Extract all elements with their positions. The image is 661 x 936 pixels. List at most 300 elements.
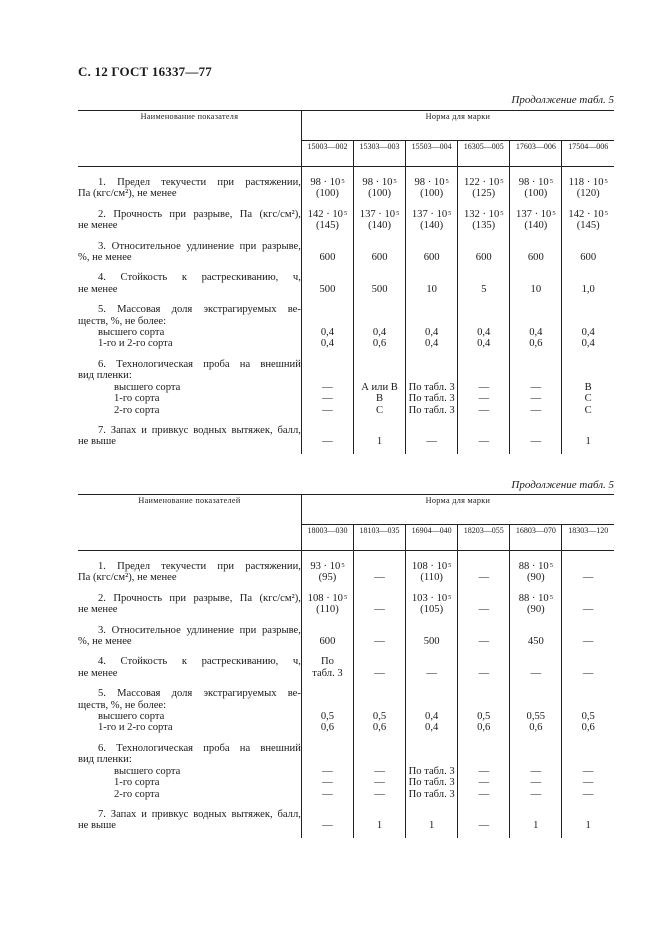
indicator-name	[78, 561, 301, 584]
value-line	[406, 688, 457, 699]
value-cell	[406, 625, 458, 648]
grade-header: 15503—004	[406, 141, 458, 167]
value-line: —	[478, 404, 490, 416]
value-line: 0,6	[477, 722, 491, 734]
value-cell	[354, 177, 406, 200]
value-line: —	[530, 436, 542, 448]
value-line	[406, 316, 457, 327]
value-line: —	[478, 788, 490, 800]
value-cell	[406, 359, 458, 416]
value-cell	[301, 425, 353, 448]
value-line: 10	[426, 283, 437, 295]
value-line	[562, 316, 614, 327]
value-line: 0,4	[581, 338, 595, 350]
value-line: 600	[319, 636, 336, 648]
value-line: $118 \cdot 10^5$	[568, 177, 608, 188]
table-row	[78, 561, 614, 584]
value-cell	[562, 561, 614, 584]
value-line	[458, 370, 509, 381]
value-line	[458, 593, 509, 604]
value-line: 450	[527, 636, 544, 648]
indicator-line: вид пленки:	[78, 370, 132, 382]
value-line: 0,5	[581, 711, 595, 723]
indicator-name	[78, 656, 301, 679]
value-line	[302, 241, 353, 252]
value-cell	[562, 743, 614, 800]
value-cell	[510, 809, 562, 832]
value-line: —	[478, 572, 490, 584]
value-line: —	[478, 667, 490, 679]
value-cell	[510, 304, 562, 350]
value-line	[406, 272, 457, 283]
indicator-name	[78, 425, 301, 448]
value-line: —	[530, 765, 542, 777]
value-line	[510, 272, 561, 283]
value-line: $98 \cdot 10^5$	[518, 177, 553, 188]
value-line	[302, 809, 353, 820]
table-row	[78, 425, 614, 448]
indicator-line: 1-го сорта	[114, 393, 160, 405]
value-cell	[458, 304, 510, 350]
value-line: $142 \cdot 10^5$	[307, 208, 348, 220]
value-line: 600	[527, 252, 544, 264]
value-cell	[562, 593, 614, 616]
value-cell	[562, 209, 614, 232]
value-line: 0,4	[320, 338, 335, 350]
value-line	[354, 700, 405, 711]
value-line: 600	[371, 252, 388, 264]
indicator-line: 3. Относительное удлинение при разрыве,	[98, 240, 301, 252]
column-header-norm: Норма для марки	[301, 495, 614, 525]
value-line: 1	[585, 820, 591, 832]
value-line: 0,4	[372, 327, 387, 339]
value-cell	[510, 688, 562, 734]
value-line	[302, 370, 353, 381]
value-line	[406, 754, 457, 765]
indicator-line: ществ, %, не более:	[78, 699, 167, 711]
value-line	[354, 425, 405, 436]
value-line	[354, 316, 405, 327]
value-line: —	[374, 572, 385, 584]
value-line: (95)	[318, 572, 337, 584]
indicator-name	[78, 688, 301, 734]
value-line: 10	[530, 283, 542, 295]
value-cell	[406, 272, 458, 295]
value-line: (120)	[576, 188, 600, 200]
value-line: —	[582, 572, 594, 584]
value-line	[354, 561, 405, 572]
value-cell	[406, 241, 458, 264]
value-line: С	[584, 404, 592, 416]
indicator-name	[78, 809, 301, 832]
value-cell	[510, 272, 562, 295]
value-line: 1	[376, 436, 383, 448]
value-line: —	[582, 777, 594, 789]
value-line: По табл. 3	[408, 404, 455, 416]
value-cell	[354, 561, 406, 584]
value-line: —	[374, 636, 385, 648]
indicator-line: не выше	[78, 436, 116, 448]
value-line: —	[478, 636, 490, 648]
value-line	[406, 743, 457, 754]
value-line: 1	[533, 820, 539, 832]
column-header-norm: Норма для марки	[301, 111, 614, 141]
value-cell	[510, 743, 562, 800]
value-line	[510, 809, 561, 820]
value-line	[562, 593, 614, 604]
value-line: 0,4	[425, 338, 439, 350]
indicator-line: %, не менее	[78, 636, 132, 648]
value-cell	[354, 593, 406, 616]
value-line: $88 \cdot 10^5$	[518, 561, 553, 572]
value-cell	[406, 593, 458, 616]
value-cell	[354, 272, 406, 295]
indicator-line: 4. Стойкость к растрескиванию, ч,	[98, 272, 301, 284]
indicator-line: высшего сорта	[114, 381, 181, 393]
value-line	[354, 359, 405, 370]
value-cell	[301, 177, 353, 200]
value-line: 0,4	[425, 711, 439, 723]
value-line: —	[530, 381, 542, 393]
value-line: 1	[585, 436, 591, 448]
value-line	[458, 656, 509, 667]
value-cell	[458, 177, 510, 200]
table-row	[78, 656, 614, 679]
value-line: —	[478, 820, 490, 832]
value-cell	[301, 743, 353, 800]
value-line	[458, 359, 509, 370]
value-line: —	[530, 393, 542, 405]
value-line	[562, 304, 614, 315]
value-line: 1	[376, 820, 383, 832]
value-line	[458, 304, 509, 315]
grade-header: 15003—002	[301, 141, 353, 167]
indicator-line: 2-го сорта	[114, 404, 160, 416]
value-line	[302, 743, 353, 754]
indicator-name	[78, 593, 301, 616]
value-cell	[510, 561, 562, 584]
value-line: 0,55	[526, 711, 546, 723]
indicator-line: 2. Прочность при разрыве, Па (кгс/см²),	[98, 208, 301, 220]
indicator-line: 1-го и 2-го сорта	[98, 338, 173, 350]
value-cell	[301, 688, 353, 734]
value-line: $137 \cdot 10^5$	[516, 208, 556, 220]
value-line: $132 \cdot 10^5$	[463, 208, 504, 220]
value-line	[458, 561, 509, 572]
value-cell	[458, 209, 510, 232]
value-line	[458, 809, 509, 820]
value-line	[458, 743, 509, 754]
indicator-line: 2. Прочность при разрыве, Па (кгс/см²),	[98, 592, 301, 604]
value-line	[562, 625, 614, 636]
value-line	[302, 754, 353, 765]
value-line: (140)	[420, 220, 444, 232]
value-line	[458, 316, 509, 327]
indicator-name	[78, 272, 301, 295]
indicator-line: 5. Массовая доля экстрагируемых ве-	[98, 304, 301, 316]
value-line	[458, 425, 509, 436]
value-line: $88 \cdot 10^5$	[518, 592, 553, 604]
value-line: —	[374, 667, 385, 679]
value-cell	[301, 241, 353, 264]
value-line	[510, 425, 561, 436]
value-line: А или В	[361, 381, 398, 393]
value-line	[562, 370, 614, 381]
value-line	[458, 272, 509, 283]
value-cell	[562, 241, 614, 264]
value-line	[510, 743, 561, 754]
value-line: —	[478, 777, 490, 789]
value-line	[562, 754, 614, 765]
indicator-line: не выше	[78, 820, 116, 832]
value-line	[406, 656, 457, 667]
value-line: С	[584, 393, 592, 405]
value-line	[562, 809, 614, 820]
value-cell	[354, 688, 406, 734]
column-header-indicator: Наименование показателя	[78, 111, 301, 167]
value-line	[406, 625, 457, 636]
value-line	[406, 370, 457, 381]
value-line: —	[374, 765, 385, 777]
value-line	[510, 370, 561, 381]
value-cell	[458, 809, 510, 832]
value-line: —	[322, 404, 333, 416]
value-line	[354, 754, 405, 765]
table-row	[78, 688, 614, 734]
indicator-line: высшего сорта	[98, 711, 165, 723]
value-line: (90)	[527, 572, 545, 584]
value-cell	[354, 241, 406, 264]
value-line	[458, 700, 509, 711]
table-caption: Продолжение табл. 5	[511, 479, 614, 491]
value-line	[406, 241, 457, 252]
grade-header: 17504—006	[562, 141, 614, 167]
value-cell	[562, 656, 614, 679]
value-line: $137 \cdot 10^5$	[411, 208, 452, 220]
value-line	[354, 272, 405, 283]
value-line: По	[320, 656, 334, 668]
indicator-line: не менее	[78, 283, 118, 295]
indicator-line: 7. Запах и привкус водных вытяжек, балл,	[98, 808, 301, 820]
value-cell	[510, 241, 562, 264]
indicator-name	[78, 743, 301, 800]
value-cell	[301, 209, 353, 232]
value-line: 500	[371, 283, 388, 295]
value-cell	[301, 809, 353, 832]
value-line: —	[582, 765, 594, 777]
value-cell	[406, 425, 458, 448]
value-cell	[458, 561, 510, 584]
indicator-line: 7. Запах и привкус водных вытяжек, балл,	[98, 424, 301, 436]
value-line	[354, 688, 405, 699]
value-line: (110)	[420, 572, 443, 584]
value-line	[354, 809, 405, 820]
value-cell	[354, 625, 406, 648]
value-line: —	[478, 393, 490, 405]
value-line: —	[582, 636, 594, 648]
value-line: 0,4	[320, 327, 335, 339]
value-line: $142 \cdot 10^5$	[568, 208, 608, 220]
value-cell	[458, 425, 510, 448]
properties-table	[78, 494, 614, 838]
value-line	[510, 316, 561, 327]
value-cell	[301, 272, 353, 295]
indicator-line: Па (кгс/см²), не менее	[78, 572, 177, 584]
value-line: —	[530, 777, 542, 789]
value-line: —	[322, 436, 333, 448]
indicator-line: 1. Предел текучести при растяжении,	[98, 561, 301, 572]
indicator-line: Па (кгс/см²), не менее	[78, 188, 177, 200]
value-line: —	[374, 604, 385, 616]
value-line	[302, 359, 353, 370]
value-cell	[406, 561, 458, 584]
value-line	[510, 688, 561, 699]
table-row	[78, 209, 614, 232]
value-line: $137 \cdot 10^5$	[359, 208, 400, 220]
indicator-name	[78, 625, 301, 648]
indicator-line: 1-го сорта	[114, 777, 160, 789]
indicator-line: высшего сорта	[114, 765, 181, 777]
value-line: —	[530, 404, 542, 416]
value-line	[354, 304, 405, 315]
value-line	[562, 688, 614, 699]
value-line	[406, 809, 457, 820]
grade-header: 16803—070	[510, 525, 562, 551]
value-line: 0,5	[320, 711, 335, 723]
value-line	[354, 370, 405, 381]
value-line: 1	[428, 820, 435, 832]
table-row	[78, 359, 614, 416]
value-cell	[562, 272, 614, 295]
value-line	[302, 316, 353, 327]
indicator-name	[78, 209, 301, 232]
value-line	[458, 625, 509, 636]
indicator-name	[78, 241, 301, 264]
value-cell	[458, 272, 510, 295]
value-line: 0,6	[320, 722, 335, 734]
value-line: (100)	[524, 188, 548, 200]
value-line: 0,6	[372, 338, 387, 350]
value-line: 0,6	[529, 722, 543, 734]
value-cell	[562, 425, 614, 448]
value-line	[406, 425, 457, 436]
value-cell	[562, 688, 614, 734]
value-line: (125)	[472, 188, 496, 200]
value-line: По табл. 3	[408, 393, 455, 405]
value-line	[562, 272, 614, 283]
value-line	[562, 700, 614, 711]
value-line: 600	[475, 252, 492, 264]
indicator-line: высшего сорта	[98, 327, 165, 339]
value-cell	[562, 625, 614, 648]
value-line: 600	[319, 252, 336, 264]
indicator-name	[78, 177, 301, 200]
value-line	[354, 625, 405, 636]
value-cell	[562, 304, 614, 350]
value-cell	[510, 359, 562, 416]
value-cell	[510, 177, 562, 200]
value-cell	[458, 688, 510, 734]
value-cell	[458, 625, 510, 648]
value-line: По табл. 3	[408, 765, 455, 777]
value-line: 500	[423, 636, 440, 648]
indicator-line: ществ, %, не более:	[78, 315, 167, 327]
value-line	[510, 656, 561, 667]
value-line: 5	[481, 283, 487, 295]
value-line: $98 \cdot 10^5$	[362, 177, 397, 188]
value-line: (140)	[524, 220, 548, 232]
value-line: (110)	[316, 604, 339, 616]
value-line	[458, 688, 509, 699]
value-line	[354, 743, 405, 754]
value-line	[562, 561, 614, 572]
value-cell	[301, 625, 353, 648]
value-line	[458, 754, 509, 765]
value-line: $108 \cdot 10^5$	[307, 592, 348, 604]
value-cell	[354, 743, 406, 800]
value-line	[302, 625, 353, 636]
value-line: (105)	[420, 604, 444, 616]
value-line: —	[426, 436, 437, 448]
value-line: —	[478, 381, 490, 393]
column-header-indicator: Наименование показателей	[78, 495, 301, 551]
value-line: —	[582, 667, 594, 679]
value-cell	[458, 656, 510, 679]
value-cell	[301, 593, 353, 616]
table-row	[78, 272, 614, 295]
value-cell	[354, 809, 406, 832]
indicator-line: 3. Относительное удлинение при разрыве,	[98, 624, 301, 636]
table-row	[78, 809, 614, 832]
grade-header: 18303—120	[562, 525, 614, 551]
indicator-line: 6. Технологическая проба на внешний	[98, 358, 301, 370]
value-cell	[458, 359, 510, 416]
value-cell	[354, 209, 406, 232]
properties-table	[78, 110, 614, 454]
value-line	[510, 754, 561, 765]
value-line: —	[530, 667, 542, 679]
value-line: $98 \cdot 10^5$	[310, 177, 345, 188]
indicator-line: 4. Стойкость к растрескиванию, ч,	[98, 656, 301, 668]
value-line: —	[478, 604, 490, 616]
value-line: (140)	[368, 220, 392, 232]
value-cell	[510, 593, 562, 616]
indicator-line: не менее	[78, 667, 118, 679]
value-line	[562, 656, 614, 667]
value-line: —	[322, 820, 333, 832]
value-line	[562, 241, 614, 252]
value-cell	[354, 359, 406, 416]
value-line: (100)	[368, 188, 392, 200]
table-row	[78, 625, 614, 648]
value-cell	[562, 809, 614, 832]
value-cell	[458, 743, 510, 800]
value-line: 0,4	[425, 327, 439, 339]
value-line	[562, 743, 614, 754]
indicator-line: не менее	[78, 220, 118, 232]
value-line: 0,4	[581, 327, 595, 339]
value-cell	[458, 241, 510, 264]
table-row	[78, 743, 614, 800]
value-line	[302, 272, 353, 283]
value-cell	[510, 656, 562, 679]
value-line	[354, 593, 405, 604]
grade-header: 18003—030	[301, 525, 353, 551]
value-cell	[406, 209, 458, 232]
value-line: —	[478, 765, 490, 777]
value-line: 0,4	[477, 327, 491, 339]
value-cell	[301, 359, 353, 416]
